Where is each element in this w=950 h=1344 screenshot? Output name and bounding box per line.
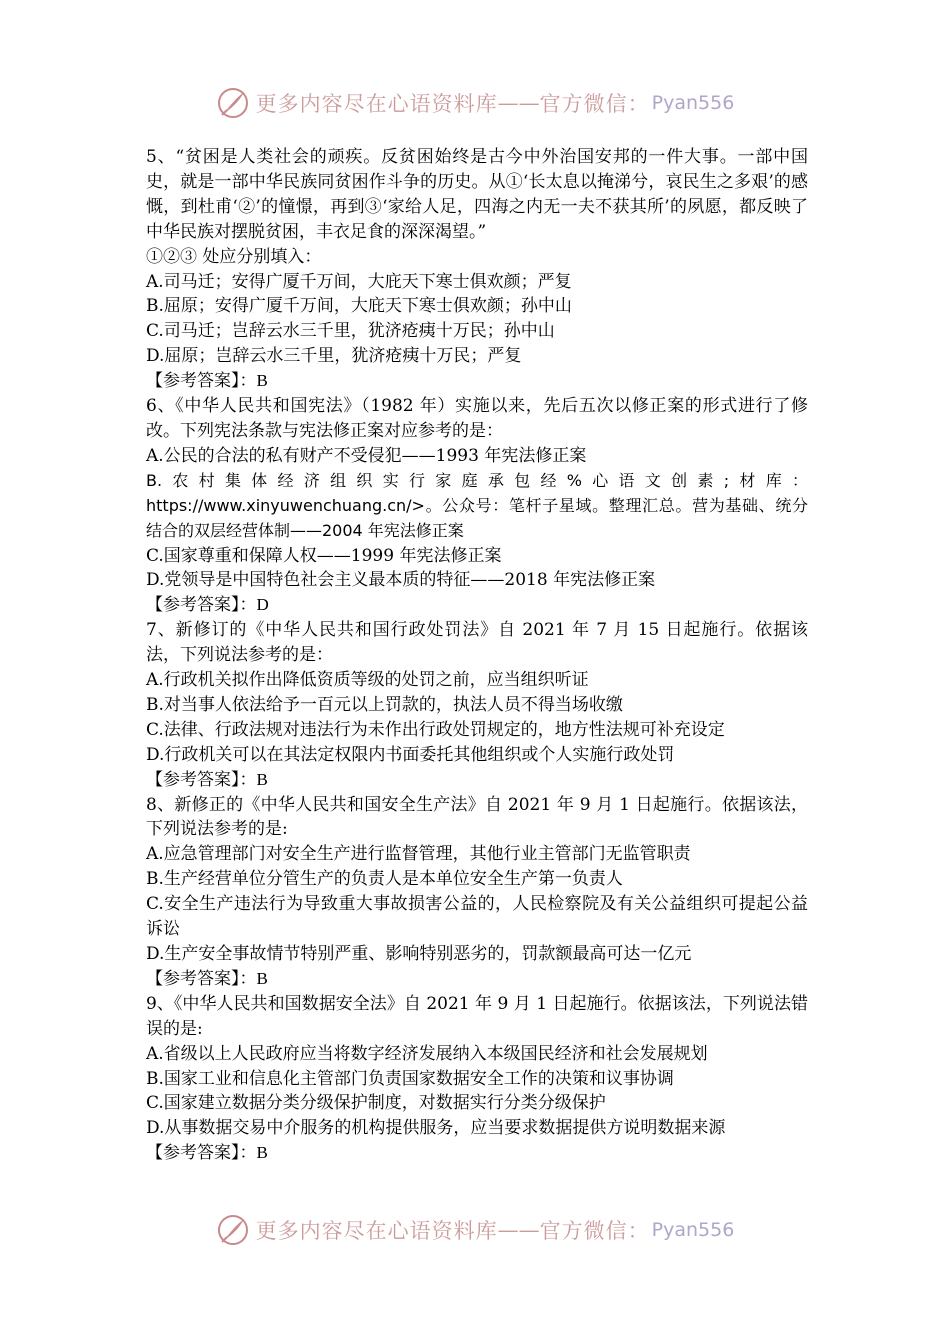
document-body (146, 145, 808, 1166)
question-5-option-d: D.屈原；岂辞云水三千里，犹济疮痍十万民；严复 (146, 346, 522, 367)
question-7-option-b: B.对当事人依法给予一百元以上罚款的，执法人员不得当场收缴 (146, 694, 623, 715)
answer-value: D (256, 595, 269, 615)
banner-dash: —— (497, 1218, 540, 1242)
question-8-option-a: A.应急管理部门对安全生产进行监督管理，其他行业主管部门无监管职责 (146, 844, 691, 865)
question-6-option-a: A.公民的合法的私有财产不受侵犯——1993 年宪法修正案 (146, 445, 587, 466)
question-5-answer (146, 369, 808, 394)
question-5-option-a: A.司马迁；安得广厦千万间，大庇天下寒士俱欢颜；严复 (146, 271, 572, 292)
question-5-stem: 5、“贫困是人类社会的顽疾。反贫困始终是古今中外治国安邦的一件大事。一部中国史，就是一部中华民族同贫困作斗争的历史。从①‘长太息以掩涕兮，哀民生之多艰’的感慨，到杜甫‘②’的憧憬，再到③‘家给人足，四海之内无一夫不获其所’的夙愿，都反映了中华民族对摆脱贫困，丰衣足食的深深渴望。” (146, 147, 808, 242)
answer-label: 【参考答案】： (146, 595, 257, 616)
answer-label: 【参考答案】： (146, 968, 257, 989)
question-5-option-c: C.司马迁；岂辞云水三千里，犹济疮痍十万民；孙中山 (146, 321, 555, 342)
question-5-prompt: ①②③ 处应分别填入： (146, 246, 322, 267)
question-7-option-d: D.行政机关可以在其法定权限内书面委托其他组织或个人实施行政处罚 (146, 744, 675, 765)
question-7-option-c: C.法律、行政法规对违法行为未作出行政处罚规定的，地方性法规可补充设定 (146, 719, 725, 740)
feather-pen-logo-icon (216, 86, 250, 120)
question-9-option-c: C.国家建立数据分类分级保护制度，对数据实行分类分级保护 (146, 1093, 606, 1114)
question-8-stem: 8、新修正的《中华人民共和国安全生产法》自 2021 年 9 月 1 日起施行。依据该法，下列说法参考的是: (146, 794, 808, 840)
question-6-option-d: D.党领导是中国特色社会主义最本质的特征——2018 年宪法修正案 (146, 570, 656, 591)
answer-value: B (256, 371, 268, 391)
question-9-answer (146, 1141, 808, 1166)
question-7-stem: 7、新修订的《中华人民共和国行政处罚法》自 2021 年 7 月 15 日起施行。依据该法，下列说法参考的是： (146, 620, 808, 666)
banner-dash: —— (497, 91, 540, 115)
question-8-option-c: C.安全生产违法行为导致重大事故损害公益的，人民检察院及有关公益组织可提起公益诉讼 (146, 894, 808, 940)
answer-label: 【参考答案】： (146, 1143, 257, 1164)
footer-watermark-banner (0, 1210, 950, 1250)
banner-text: 更多内容尽在心语资料库 (255, 92, 498, 116)
banner-official: 官方微信： (539, 92, 650, 116)
banner-text: 更多内容尽在心语资料库 (255, 1219, 498, 1243)
question-9-option-a: A.省级以上人民政府应当将数字经济发展纳入本级国民经济和社会发展规划 (146, 1043, 708, 1064)
answer-value: B (256, 1143, 268, 1163)
question-6-option-b: B.农村集体经济组织实行家庭承包经%心语文创素;材库：https://www.xinyuwenchuang.cn/>。公众号：笔杆子星域。整理汇总。营为基础、统分结合的双层经营体制——2004 年宪法修正案 (146, 470, 808, 540)
banner-wechat-id: Pyan556 (651, 92, 735, 114)
answer-value: B (256, 968, 268, 988)
question-6-answer (146, 593, 808, 618)
answer-label: 【参考答案】： (146, 769, 257, 790)
question-8-option-b: B.生产经营单位分管生产的负责人是本单位安全生产第一负责人 (146, 869, 623, 890)
question-9-stem: 9、《中华人民共和国数据安全法》自 2021 年 9 月 1 日起施行。依据该法，下列说法错误的是: (146, 993, 808, 1039)
question-8-answer (146, 967, 808, 992)
question-9-option-b: B.国家工业和信息化主管部门负责国家数据安全工作的决策和议事协调 (146, 1068, 674, 1089)
question-7-option-a: A.行政机关拟作出降低资质等级的处罚之前，应当组织听证 (146, 670, 589, 691)
question-5-option-b: B.屈原；安得广厦千万间，大庇天下寒士俱欢颜；孙中山 (146, 296, 572, 317)
banner-official: 官方微信： (539, 1219, 650, 1243)
answer-label: 【参考答案】： (146, 371, 257, 392)
question-6-stem: 6、《中华人民共和国宪法》（1982 年）实施以来，先后五次以修正案的形式进行了修改。下列宪法条款与宪法修正案对应参考的是： (146, 396, 808, 441)
answer-value: B (256, 769, 268, 789)
question-6-option-c: C.国家尊重和保障人权——1999 年宪法修正案 (146, 545, 502, 566)
question-9-option-d: D.从事数据交易中介服务的机构提供服务，应当要求数据提供方说明数据来源 (146, 1118, 726, 1139)
banner-wechat-id: Pyan556 (651, 1219, 735, 1241)
feather-pen-logo-icon (216, 1213, 250, 1247)
question-7-answer (146, 768, 808, 793)
question-8-option-d: D.生产安全事故情节特别严重、影响特别恶劣的，罚款额最高可达一亿元 (146, 944, 692, 964)
header-watermark-banner (0, 83, 950, 123)
